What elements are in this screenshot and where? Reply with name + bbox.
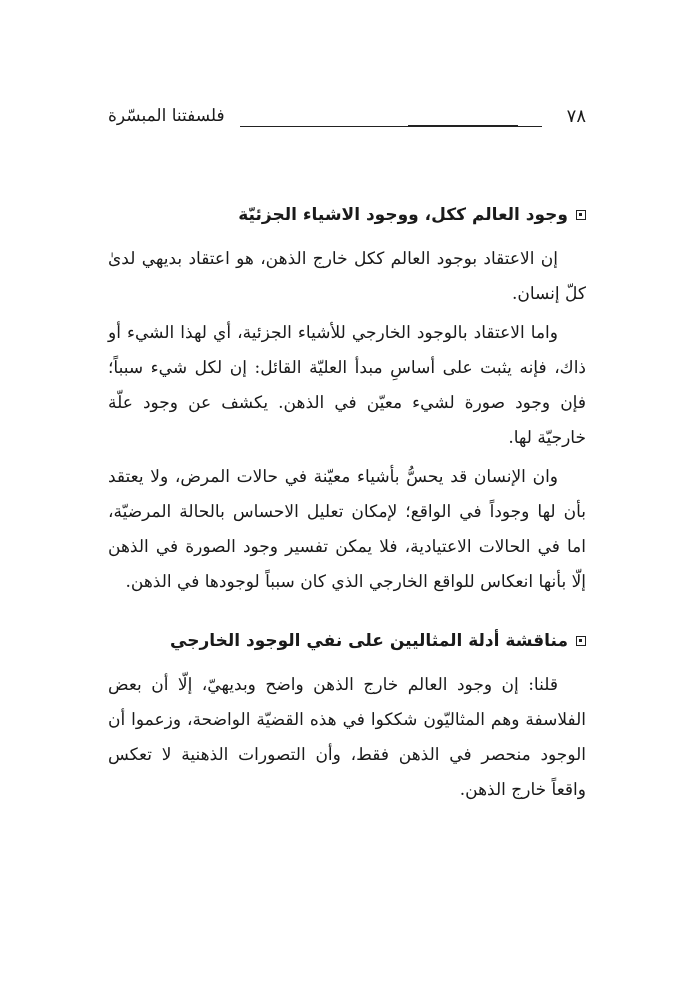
page-number: ٧٨ <box>566 106 586 127</box>
section-idealists-arguments <box>108 626 586 808</box>
section-heading-text: مناقشة أدلة المثاليين على نفي الوجود الخارجي <box>170 631 568 651</box>
paragraph: وان الإنسان قد يحسُّ بأشياء معيّنة في حالات المرض، ولا يعتقد بأن لها وجوداً في الواقع؛ لإمكان تعليل الاحساس بالحالة المرضيّة، اما في الحالات الاعتيادية، فلا يمكن تفسير وجود الصورة في الذهن إلّا بأنها انعكاس للواقع الخارجي الذي كان سبباً لوجودها في الذهن. <box>108 467 586 592</box>
section-heading-text: وجود العالم ككل، ووجود الاشياء الجزئيّة <box>238 205 568 225</box>
paragraph: واما الاعتقاد بالوجود الخارجي للأشياء الجزئية، أي لهذا الشيء أو ذاك، فإنه يثبت على أساسِ مبدأ العليّة القائل: إن لكل شيء سبباً؛ فإن وجود صورة لشيء معيّن في الذهن. يكشف عن وجود علّة خارجيّة لها. <box>108 323 586 448</box>
section-heading <box>108 200 586 230</box>
running-title: فلسفتنا المبسّرة <box>108 106 225 126</box>
page-header <box>108 104 586 138</box>
header-rule-accent <box>408 125 518 127</box>
paragraph: إن الاعتقاد بوجود العالم ككل خارج الذهن، هو اعتقاد بديهي لدىٰ كلّ إنسان. <box>108 249 586 304</box>
section-external-world <box>108 200 586 600</box>
square-bullet-icon <box>576 210 586 220</box>
square-bullet-icon <box>576 636 586 646</box>
page-content <box>108 200 586 812</box>
paragraph: قلنا: إن وجود العالم خارج الذهن واضح وبديهيّ، إلّا أن بعض الفلاسفة وهم المثاليّون شككوا في هذه القضيّة الواضحة، وزعموا أن الوجود منحصر في الذهن فقط، وأن التصورات الذهنية لا تعكس واقعاً خارج الذهن. <box>108 675 586 800</box>
section-heading <box>108 626 586 656</box>
